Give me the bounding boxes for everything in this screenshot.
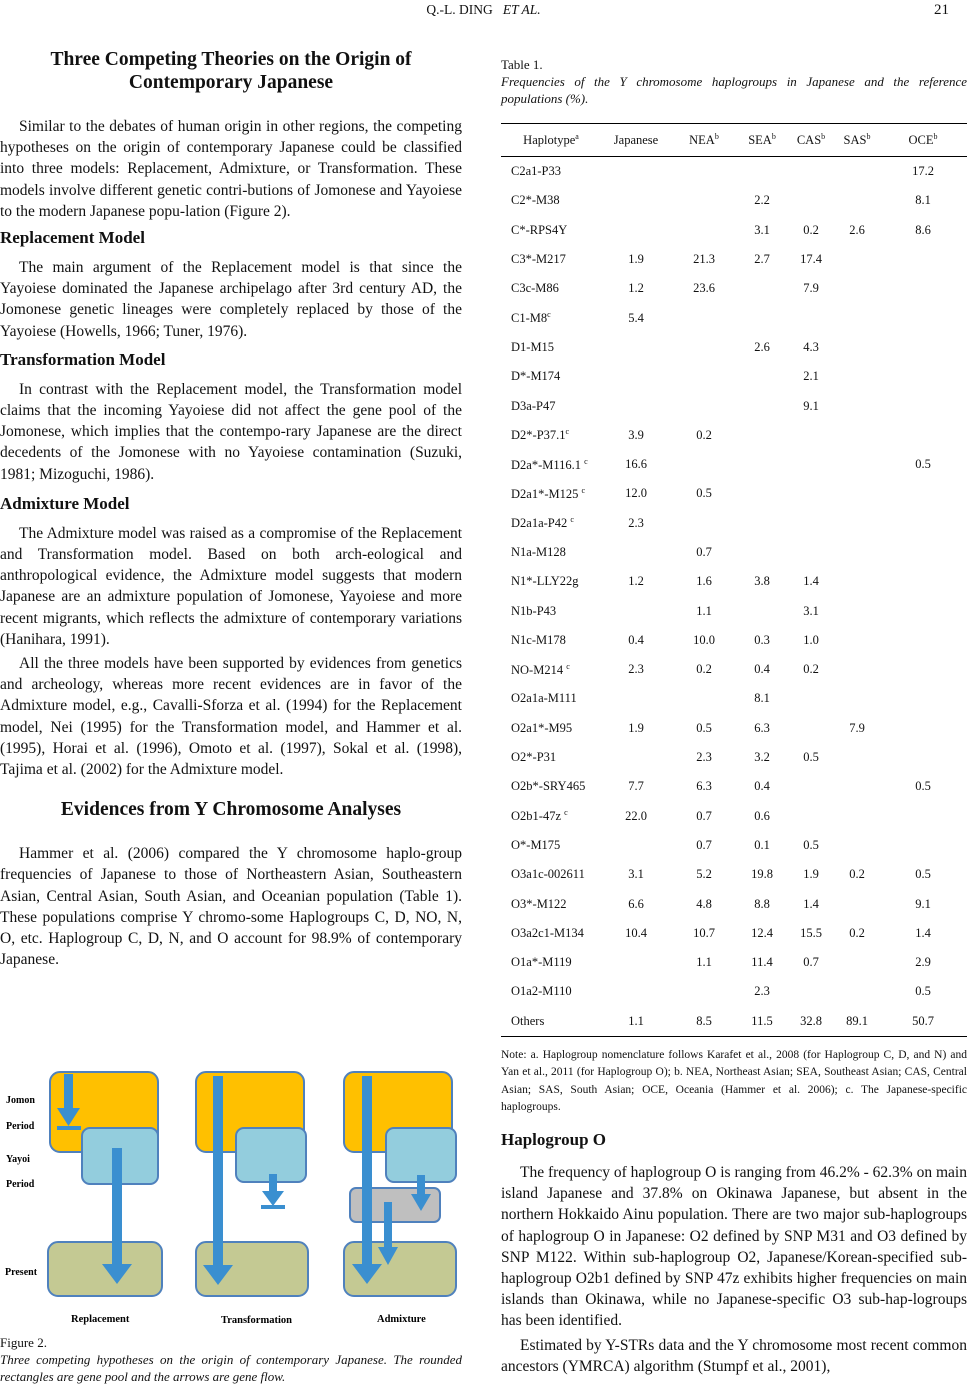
frequency-cell <box>879 479 967 508</box>
frequency-cell: 8.1 <box>754 691 770 706</box>
frequency-cell: 0.5 <box>915 984 931 999</box>
frequency-cell: 2.2 <box>754 193 770 208</box>
frequency-cell: 0.7 <box>803 955 819 970</box>
frequency-cell <box>835 831 879 860</box>
label-admixture: Admixture <box>377 1314 426 1325</box>
haplotype-cell: Others <box>501 1007 601 1037</box>
frequency-cell: 23.6 <box>693 281 715 296</box>
table-row <box>501 802 967 831</box>
haplotype-cell: D3a-P47 <box>511 398 556 413</box>
frequency-cell: 1.2 <box>628 574 644 589</box>
table-row <box>501 1007 967 1037</box>
frequency-cell: 0.4 <box>754 779 770 794</box>
frequency-cell: 0.4 <box>628 632 644 647</box>
frequency-cell <box>737 157 787 187</box>
frequency-cell <box>787 538 835 567</box>
frequency-cell: 11.4 <box>751 955 773 970</box>
frequency-cell <box>787 977 835 1006</box>
frequency-cell: 0.2 <box>803 222 819 237</box>
frequency-cell: 1.9 <box>803 867 819 882</box>
frequency-cell <box>835 889 879 918</box>
frequency-cell <box>835 245 879 274</box>
subheading-admixture: Admixture Model <box>0 493 130 513</box>
haplotype-cell: N1*-LLY22g <box>511 574 579 589</box>
frequency-cell: 0.7 <box>696 837 712 852</box>
frequency-cell <box>737 538 787 567</box>
frequency-cell: 0.5 <box>915 779 931 794</box>
label-jomon-period: Period <box>6 1121 35 1132</box>
frequency-cell <box>879 245 967 274</box>
frequency-cell <box>601 333 671 362</box>
frequency-cell: 1.6 <box>696 574 712 589</box>
frequency-cell: 0.2 <box>696 662 712 677</box>
frequency-cell <box>879 274 967 303</box>
model-replacement <box>48 1072 162 1325</box>
table-row <box>501 157 967 187</box>
frequency-cell: 0.2 <box>696 427 712 442</box>
haplotype-cell: C*-RPS4Y <box>511 222 568 237</box>
frequency-cell <box>787 186 835 215</box>
frequency-cell <box>835 391 879 420</box>
frequency-cell <box>671 157 737 187</box>
frequency-cell: 0.5 <box>803 837 819 852</box>
haplotype-cell: C3c-M86 <box>511 281 559 296</box>
haplotype-cell: C1-M8$^c$ <box>511 310 551 326</box>
haplotype-cell: C2*-M38 <box>511 193 560 208</box>
frequency-cell: 1.4 <box>803 574 819 589</box>
figure-caption-label: Figure 2. <box>0 1335 47 1350</box>
table-row <box>501 450 967 479</box>
frequency-cell: 0.4 <box>754 662 770 677</box>
frequency-cell <box>835 567 879 596</box>
haplotype-cell: D2a1*-M125 $^c$ <box>511 485 586 501</box>
frequency-cell <box>835 977 879 1006</box>
haplotype-cell: C3*-M217 <box>511 252 566 267</box>
table-label: Table 1. <box>501 57 543 72</box>
haplotype-cell: NO-M214 $^c$ <box>511 661 570 677</box>
haplotype-cell: O2b*-SRY465 <box>511 779 586 794</box>
frequency-cell <box>601 391 671 420</box>
frequency-cell <box>835 743 879 772</box>
frequency-cell: 5.2 <box>696 867 712 882</box>
frequency-cell <box>835 802 879 831</box>
frequency-cell: 2.7 <box>754 252 770 267</box>
left-column <box>0 48 462 971</box>
table-caption: Frequencies of the Y chromosome haplogroups in Japanese and the reference populations (%). <box>501 74 967 106</box>
frequency-cell: 2.6 <box>849 222 865 237</box>
frequency-cell: 50.7 <box>879 1007 967 1037</box>
frequency-cell: 2.3 <box>696 750 712 765</box>
running-header <box>0 2 967 18</box>
frequency-cell <box>835 303 879 332</box>
gene-pool-present <box>48 1242 162 1296</box>
frequency-cell <box>737 421 787 450</box>
frequency-cell: 0.3 <box>754 632 770 647</box>
frequency-cell <box>835 186 879 215</box>
frequency-cell <box>879 421 967 450</box>
frequency-cell: 5.4 <box>628 310 644 325</box>
table-row <box>501 655 967 684</box>
frequency-cell <box>737 274 787 303</box>
column-header: CAS$^b$ <box>787 124 835 157</box>
frequency-cell: 2.6 <box>754 339 770 354</box>
subheading-transformation: Transformation Model <box>0 349 166 369</box>
frequency-cell: 6.6 <box>628 896 644 911</box>
frequency-cell <box>671 216 737 245</box>
frequency-cell: 17.2 <box>912 164 934 179</box>
haplotype-cell: D*-M174 <box>511 369 561 384</box>
frequency-cell <box>879 743 967 772</box>
frequency-cell <box>787 684 835 713</box>
frequency-cell <box>737 596 787 625</box>
frequency-cell <box>879 303 967 332</box>
frequency-cell <box>601 831 671 860</box>
frequency-cell: 21.3 <box>693 252 715 267</box>
haplotype-cell: O3a2c1-M134 <box>511 925 584 940</box>
table-row <box>501 831 967 860</box>
frequency-cell: 0.2 <box>803 662 819 677</box>
frequency-cell <box>835 626 879 655</box>
gene-pool-yayoi <box>386 1128 456 1182</box>
frequency-cell <box>835 450 879 479</box>
frequency-cell <box>787 450 835 479</box>
table-row <box>501 977 967 1006</box>
frequency-cell: 16.6 <box>625 457 647 472</box>
frequency-cell <box>879 714 967 743</box>
frequency-cell: 10.7 <box>693 925 715 940</box>
paragraph-admixture-2: All the three models have been supported by evidences from genetics and archeology, whereas more recent evidences are in favor of the Admixture model, e.g., Cavalli-Sforza et al. (1994) for the Replacement model, Nei (1995) for the Transformation model, and Hammer et al. (1995), Horai et al. (1996), Omoto et al. (1997), Sokal et al. (1998), Tajima et al. (2002) for the Admixture model. <box>0 655 462 779</box>
frequency-cell <box>835 333 879 362</box>
header-authors: Q.-L. DING <box>426 2 493 17</box>
frequency-cell <box>835 655 879 684</box>
frequency-cell: 2.3 <box>628 662 644 677</box>
haplotype-cell: N1c-M178 <box>511 632 566 647</box>
section-title-theories: Three Competing Theories on the Origin of Contemporary Japanese <box>50 49 412 93</box>
gene-pool-yayoi <box>236 1128 306 1182</box>
frequency-cell <box>787 772 835 801</box>
table-row <box>501 333 967 362</box>
frequency-cell: 1.4 <box>915 925 931 940</box>
frequency-cell: 1.1 <box>696 955 712 970</box>
frequency-cell: 2.3 <box>628 515 644 530</box>
frequency-cell <box>879 391 967 420</box>
haplotype-cell: D2*-P37.1$^c$ <box>511 427 570 443</box>
subheading-haplogroup-o: Haplogroup O <box>501 1129 607 1149</box>
frequency-cell <box>601 596 671 625</box>
frequency-cell: 0.7 <box>696 808 712 823</box>
frequency-cell <box>671 362 737 391</box>
frequency-cell <box>601 948 671 977</box>
frequency-cell: 3.1 <box>754 222 770 237</box>
frequency-cell <box>737 391 787 420</box>
frequency-cell: 7.7 <box>628 779 644 794</box>
frequency-cell: 1.0 <box>803 632 819 647</box>
column-header: OCE$^b$ <box>879 124 967 157</box>
label-present: Present <box>5 1267 38 1278</box>
haplotype-cell: O2a1*-M95 <box>511 720 573 735</box>
table-row <box>501 743 967 772</box>
table-row <box>501 567 967 596</box>
frequency-cell: 6.3 <box>696 779 712 794</box>
table-row <box>501 948 967 977</box>
table-row <box>501 186 967 215</box>
paragraph-replacement: The main argument of the Replacement model is that since the Yayoiese dominated the Japanese archipelago after 3rd century AD, the Jomonese genetic lineages were completely replaced by those of the Yayoiese (Howells, 1966; Tuner, 1976). <box>0 259 462 340</box>
frequency-cell: 7.9 <box>803 281 819 296</box>
frequency-cell <box>601 362 671 391</box>
frequency-cell: 1.1 <box>696 603 712 618</box>
frequency-cell <box>671 509 737 538</box>
frequency-cell: 0.7 <box>696 545 712 559</box>
frequency-cell <box>879 596 967 625</box>
frequency-cell: 0.5 <box>915 867 931 882</box>
label-transformation: Transformation <box>221 1315 292 1326</box>
right-column <box>501 56 967 1377</box>
table-row <box>501 684 967 713</box>
table-row <box>501 421 967 450</box>
frequency-cell <box>835 274 879 303</box>
figure-2-caption <box>0 1334 462 1385</box>
frequency-cell <box>879 802 967 831</box>
frequency-cell <box>601 216 671 245</box>
frequency-cell: 0.5 <box>803 750 819 765</box>
frequency-cell: 1.9 <box>628 252 644 267</box>
haplotype-cell: O2*-P31 <box>511 750 557 765</box>
frequency-cell <box>835 772 879 801</box>
figure-2-diagram <box>0 1066 470 1330</box>
frequency-cell <box>787 479 835 508</box>
frequency-cell: 7.9 <box>849 720 865 735</box>
frequency-cell <box>879 684 967 713</box>
table-note: Note: a. Haplogroup nomenclature follows Karafet et al., 2008 (for Haplogroup C, D, and N) and Yan et al., 2011 (for Haplogroup O); b. NEA, Northeast Asian; SEA, Southeast Asian; CAS, Central Asian; SAS, South Asian; OCE, Oceania (Hammer et al. 2006); c. The Japanese-specific haplogroups. <box>501 1048 967 1114</box>
frequency-cell <box>671 303 737 332</box>
frequency-cell: 9.1 <box>915 896 931 911</box>
table-row <box>501 626 967 655</box>
frequency-cell <box>879 362 967 391</box>
frequency-cell <box>737 450 787 479</box>
frequency-cell: 0.5 <box>696 720 712 735</box>
page-number: 21 <box>934 2 949 18</box>
table-row <box>501 216 967 245</box>
frequency-cell <box>787 421 835 450</box>
frequency-cell: 1.1 <box>601 1007 671 1037</box>
table-row <box>501 714 967 743</box>
haplogroup-table <box>501 123 967 1037</box>
table-row <box>501 596 967 625</box>
frequency-cell <box>601 977 671 1006</box>
haplotype-cell: O2a1a-M111 <box>511 691 577 706</box>
table-row <box>501 509 967 538</box>
table-body <box>501 157 967 1037</box>
frequency-cell: 3.2 <box>754 750 770 765</box>
subheading-replacement: Replacement Model <box>0 228 145 248</box>
frequency-cell: 2.3 <box>754 984 770 999</box>
table-row <box>501 303 967 332</box>
table-row <box>501 919 967 948</box>
frequency-cell: 22.0 <box>625 808 647 823</box>
frequency-cell: 19.8 <box>751 867 773 882</box>
column-header: SAS$^b$ <box>835 124 879 157</box>
frequency-cell <box>671 977 737 1006</box>
header-et-al: ET AL. <box>502 2 541 17</box>
label-replacement: Replacement <box>71 1314 130 1325</box>
frequency-cell: 2.1 <box>803 369 819 384</box>
frequency-cell <box>737 362 787 391</box>
frequency-cell: 3.9 <box>628 427 644 442</box>
frequency-cell <box>835 421 879 450</box>
table-row <box>501 772 967 801</box>
paragraph-y-chromosome: Hammer et al. (2006) compared the Y chromosome haplo-group frequencies of Japanese to those of Northeastern Asian, Southeastern Asian, Central Asian, South Asian, and Oceanian population (Table 1). These populations comprise Y chromo-some Haplogroups C, D, NO, N, O, etc. Haplogroup C, D, N, and O account for 98.9% of contemporary Japanese. <box>0 845 462 969</box>
paragraph-haplogroup-o-2: Estimated by Y-STRs data and the Y chromosome most recent common ancestors (YMRCA) algorithm (Stumpf et al., 2001), <box>501 1336 967 1375</box>
table-row <box>501 860 967 889</box>
haplotype-cell: C2a1-P33 <box>511 164 561 179</box>
table-header-row <box>501 124 967 157</box>
frequency-cell <box>879 831 967 860</box>
frequency-cell <box>601 186 671 215</box>
haplotype-cell: D2a*-M116.1 $^c$ <box>511 456 588 472</box>
frequency-cell: 0.1 <box>754 837 770 852</box>
frequency-cell <box>671 391 737 420</box>
frequency-cell <box>787 714 835 743</box>
frequency-cell <box>601 157 671 187</box>
frequency-cell <box>671 333 737 362</box>
frequency-cell: 15.5 <box>800 925 822 940</box>
table-row <box>501 274 967 303</box>
frequency-cell <box>835 948 879 977</box>
frequency-cell: 32.8 <box>787 1007 835 1037</box>
frequency-cell <box>671 186 737 215</box>
paragraph-admixture-1: The Admixture model was raised as a compromise of the Replacement and Transformation model. Based on both arch-eological and anthropological evidence, the Admixture model suggests that modern Japanese are an admixture population of Jomonese, Yayoiese and more recent migrants, which reflects the admixture of contemporary variations (Hanihara, 1991). <box>0 524 462 648</box>
frequency-cell: 8.6 <box>915 222 931 237</box>
paragraph-transformation: In contrast with the Replacement model, the Transformation model claims that the incoming Yayoiese did not affect the gene pool of the Jomonese, which implies that the contempo-rary Japanese are the direct decedents of the Jomonese with no Yayoiese contamination (Suzuki, 1981; Mizoguchi, 1986). <box>0 380 462 483</box>
frequency-cell <box>601 743 671 772</box>
haplotype-cell: N1b-P43 <box>511 603 557 618</box>
column-header: Haplotype$^a$ <box>501 124 601 157</box>
paragraph-intro: Similar to the debates of human origin in other regions, the competing hypotheses on the origin of contemporary Japanese could be classified into three models: Replacement, Admixture, or Transformation. These models involve different genetic contri-butions of Jomonese and Yayoiese to the modern Japanese popu-lation (Figure 2). <box>0 118 462 220</box>
frequency-cell <box>787 157 835 187</box>
frequency-cell <box>787 802 835 831</box>
frequency-cell: 17.4 <box>800 252 822 267</box>
frequency-cell <box>671 684 737 713</box>
frequency-cell: 0.2 <box>849 925 865 940</box>
label-yayoi: Yayoi <box>6 1154 30 1165</box>
frequency-cell: 10.4 <box>625 925 647 940</box>
frequency-cell: 0.5 <box>696 486 712 501</box>
column-header: Japanese <box>601 124 671 157</box>
frequency-cell: 1.4 <box>803 896 819 911</box>
frequency-cell: 8.8 <box>754 896 770 911</box>
haplotype-cell: D2a1a-P42 $^c$ <box>511 515 574 531</box>
frequency-cell: 0.6 <box>754 808 770 823</box>
column-header: NEA$^b$ <box>671 124 737 157</box>
haplotype-cell: O*-M175 <box>511 837 561 852</box>
frequency-cell <box>671 450 737 479</box>
frequency-cell: 3.1 <box>628 867 644 882</box>
frequency-cell <box>787 509 835 538</box>
table-row <box>501 889 967 918</box>
frequency-cell <box>879 655 967 684</box>
frequency-cell <box>737 479 787 508</box>
label-jomon: Jomon <box>6 1095 35 1106</box>
frequency-cell: 4.3 <box>803 339 819 354</box>
frequency-cell: 89.1 <box>835 1007 879 1037</box>
section-title-y-chromosome: Evidences from Y Chromosome Analyses <box>60 799 402 821</box>
frequency-cell: 6.3 <box>754 720 770 735</box>
frequency-cell <box>737 303 787 332</box>
frequency-cell <box>835 479 879 508</box>
frequency-cell: 3.8 <box>754 574 770 589</box>
frequency-cell <box>879 567 967 596</box>
frequency-cell <box>879 538 967 567</box>
column-header: SEA$^b$ <box>737 124 787 157</box>
frequency-cell: 3.1 <box>803 603 819 618</box>
model-transformation <box>196 1072 308 1326</box>
table-row <box>501 391 967 420</box>
frequency-cell: 4.8 <box>696 896 712 911</box>
frequency-cell: 9.1 <box>803 398 819 413</box>
frequency-cell: 11.5 <box>737 1007 787 1037</box>
frequency-cell: 2.9 <box>915 955 931 970</box>
frequency-cell <box>601 684 671 713</box>
frequency-cell <box>835 362 879 391</box>
frequency-cell: 0.5 <box>915 457 931 472</box>
frequency-cell: 10.0 <box>693 632 715 647</box>
frequency-cell <box>835 538 879 567</box>
frequency-cell: 1.9 <box>628 720 644 735</box>
label-yayoi-period: Period <box>6 1179 35 1190</box>
frequency-cell: 0.2 <box>849 867 865 882</box>
frequency-cell <box>879 333 967 362</box>
frequency-cell <box>879 509 967 538</box>
model-admixture <box>344 1072 456 1325</box>
frequency-cell <box>601 538 671 567</box>
table-row <box>501 245 967 274</box>
figure-caption-text: Three competing hypotheses on the origin of contemporary Japanese. The rounded rectangles are gene pool and the arrows are gene flow. <box>0 1352 462 1384</box>
haplotype-cell: O3*-M122 <box>511 896 567 911</box>
frequency-cell <box>737 509 787 538</box>
frequency-cell <box>835 596 879 625</box>
table-row <box>501 479 967 508</box>
frequency-cell: 8.5 <box>671 1007 737 1037</box>
haplotype-cell: O2b1-47z $^c$ <box>511 808 568 824</box>
table-row <box>501 362 967 391</box>
frequency-cell: 1.2 <box>628 281 644 296</box>
frequency-cell <box>835 509 879 538</box>
frequency-cell <box>835 684 879 713</box>
frequency-cell <box>835 157 879 187</box>
paragraph-haplogroup-o-1: The frequency of haplogroup O is ranging from 46.2% - 62.3% on main island Japanese and 37.8% on Okinawa Japanese, but absent in the northern Hokkaido Ainu population. There are two major sub-haplogroups of haplogroup O in Japanese: O2 defined by SNP M31 and O3 defined by SNP M122. Within sub-haplogroup O2, Japanese/Korean-specified sub-haplogroup O2b1 defined by SNP 47z exhibits higher frequencies on main islands than Okinawa, while no Japanese-specific O3 sub-hap-logroups has been identified. <box>501 1163 967 1330</box>
haplotype-cell: O1a*-M119 <box>511 955 572 970</box>
haplotype-cell: O1a2-M110 <box>511 984 572 999</box>
haplotype-cell: O3a1c-002611 <box>511 867 585 882</box>
frequency-cell: 8.1 <box>915 193 931 208</box>
frequency-cell: 12.4 <box>751 925 773 940</box>
table-row <box>501 538 967 567</box>
frequency-cell <box>879 626 967 655</box>
haplotype-cell: N1a-M128 <box>511 545 566 559</box>
frequency-cell <box>787 303 835 332</box>
frequency-cell: 12.0 <box>625 486 647 501</box>
haplotype-cell: D1-M15 <box>511 339 555 354</box>
